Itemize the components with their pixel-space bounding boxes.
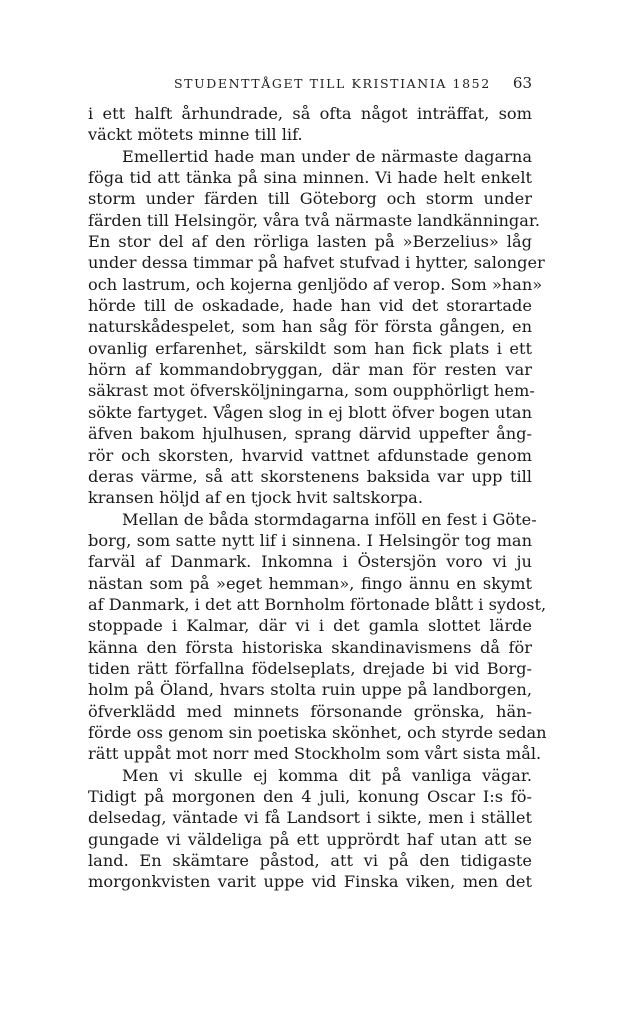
text-line: En stor del af den rörliga lasten på »Berzelius» låg	[88, 232, 532, 252]
text-line: af Danmark, i det att Bornholm förtonade blått i sydost,	[88, 594, 547, 614]
text-line: hörn af kommandobryggan, där man för resten var	[88, 360, 532, 380]
text-line: ovanlig erfarenhet, särskildt som han fick plats i ett	[88, 338, 532, 358]
text-line: säkrast mot öfversköljningarna, som oupphörligt hem-	[88, 381, 535, 401]
text-line: väckt mötets minne till lif.	[88, 125, 303, 145]
text-line: förde oss genom sin poetiska skönhet, och styrde sedan	[88, 722, 547, 742]
text-line: gungade vi väldeliga på ett upprördt haf utan att se	[88, 829, 532, 849]
text-line: sökte fartyget. Vågen slog in ej blott öfver bogen utan	[88, 402, 532, 422]
text-line: färden till Helsingör, våra två närmaste landkänningar.	[88, 210, 540, 230]
text-line: tiden rätt förfallna födelseplats, drejade bi vid Borg-	[88, 658, 532, 678]
text-line: öfverklädd med minnets försonande grönska, hän-	[88, 701, 532, 721]
text-line: äfven bakom hjulhusen, sprang därvid uppefter ång-	[88, 424, 532, 444]
text-line: naturskådespelet, som han såg för första gången, en	[88, 317, 532, 337]
text-line: farväl af Danmark. Inkomna i Östersjön voro vi ju	[88, 552, 532, 572]
text-line: morgonkvisten varit uppe vid Finska viken, men det	[88, 872, 532, 892]
text-line: under dessa timmar på hafvet stufvad i hytter, salonger	[88, 253, 545, 273]
text-line: och lastrum, och kojerna genljödo af verop. Som »han»	[88, 274, 543, 294]
text-line: känna den första historiska skandinavismens då för	[88, 637, 532, 657]
text-line: Emellertid hade man under de närmaste dagarna	[122, 146, 532, 166]
text-line: Mellan de båda stormdagarna inföll en fest i Göte-	[122, 509, 537, 529]
text-line: Men vi skulle ej komma dit på vanliga vägar.	[122, 765, 532, 785]
text-line: delsedag, väntade vi få Landsort i sikte, men i stället	[88, 808, 532, 828]
text-line: rätt uppåt mot norr med Stockholm som vårt sista mål.	[88, 744, 542, 764]
text-line: föga tid att tänka på sina minnen. Vi hade helt enkelt	[88, 168, 532, 188]
page-number: 63	[512, 74, 532, 92]
running-title: STUDENTTÅGET TILL KRISTIANIA 1852	[174, 76, 491, 91]
text-line: storm under färden till Göteborg och storm under	[88, 189, 532, 209]
text-line: Tidigt på morgonen den 4 juli, konung Oscar I:s fö-	[88, 787, 532, 806]
text-line: land. En skämtare påstod, att vi på den tidigaste	[88, 851, 532, 871]
text-line: rör och skorsten, hvarvid vattnet afdunstade genom	[88, 445, 532, 465]
text-line: hörde till de oskadade, hade han vid det storartade	[88, 296, 532, 316]
text-line: borg, som satte nytt lif i sinnena. I Helsingör tog man	[88, 530, 532, 550]
text-line: holm på Öland, hvars stolta ruin uppe på landborgen,	[88, 680, 532, 700]
text-line: nästan som på »eget hemman», fingo ännu en skymt	[88, 573, 532, 593]
text-line: stoppade i Kalmar, där vi i det gamla slottet lärde	[88, 616, 532, 636]
text-line: deras värme, så att skorstenens baksida var upp till	[88, 466, 532, 486]
text-line: kransen höljd af en tjock hvit saltskorpa.	[88, 488, 423, 508]
page-header	[88, 76, 532, 98]
body-text	[88, 103, 547, 893]
text-line: i ett halft århundrade, så ofta något inträffat, som	[88, 104, 532, 123]
